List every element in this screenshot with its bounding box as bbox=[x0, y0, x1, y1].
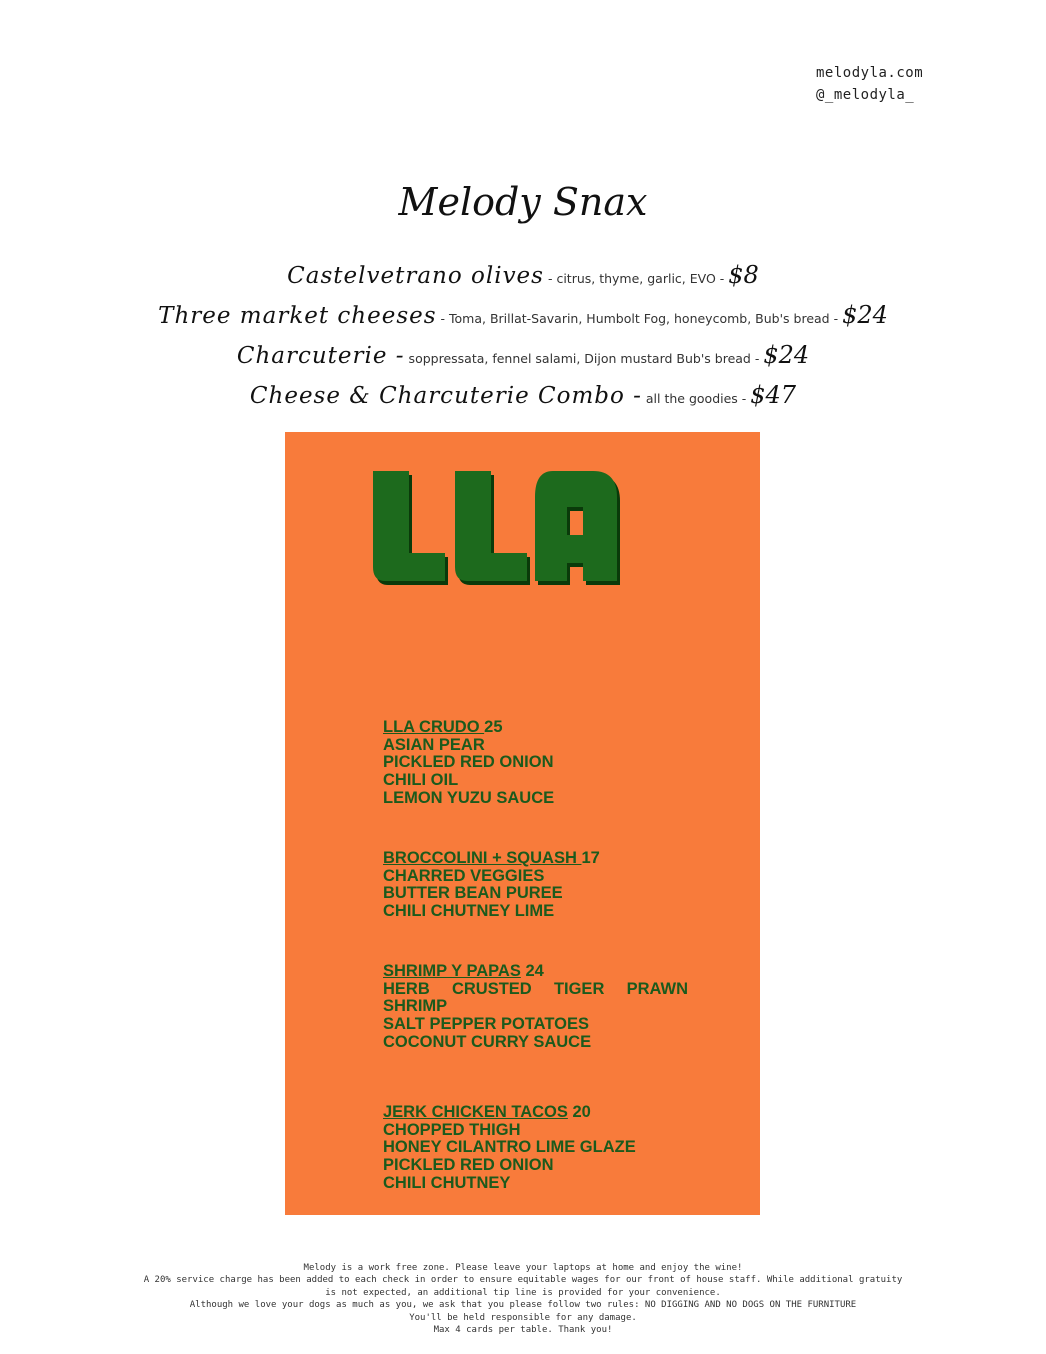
menu-item-name: BROCCOLINI + SQUASH bbox=[383, 849, 582, 867]
ingredient-word: HERB bbox=[383, 979, 430, 998]
website-link[interactable]: melodyla.com bbox=[816, 65, 924, 81]
menu-title: Melody Snax bbox=[398, 180, 648, 224]
social-handle[interactable]: @_melodyla_ bbox=[816, 87, 915, 103]
snax-item-description: all the goodies - bbox=[641, 391, 751, 406]
menu-item-price: 24 bbox=[525, 962, 544, 980]
menu-item-price: 25 bbox=[484, 718, 503, 736]
snax-item-name: Three market cheeses bbox=[158, 303, 437, 329]
menu-item-ingredient bbox=[383, 981, 688, 999]
menu-item-ingredient: COCONUT CURRY SAUCE bbox=[383, 1032, 592, 1051]
menu-item bbox=[383, 850, 693, 921]
footer-line: Although we love your dogs as much as you, we ask that you please follow two rules: NO DIGGING AND NO DOGS ON THE FURNITURE bbox=[189, 1300, 857, 1311]
snax-item-price: $24 bbox=[763, 341, 810, 369]
house-rules-footer bbox=[0, 1262, 1046, 1336]
snax-item-name: Charcuterie - bbox=[236, 343, 405, 369]
menu-item-ingredient: ASIAN PEAR bbox=[383, 735, 485, 754]
menu-item-ingredient: LEMON YUZU SAUCE bbox=[383, 788, 555, 807]
menu-item-ingredient: CHOPPED THIGH bbox=[383, 1120, 521, 1139]
snax-item-price: $47 bbox=[750, 381, 797, 409]
footer-line: is not expected, an additional tip line is provided for your convenience. bbox=[325, 1287, 721, 1298]
snax-item bbox=[0, 335, 1046, 375]
menu-item bbox=[383, 1104, 693, 1193]
menu-item-price: 20 bbox=[572, 1103, 591, 1121]
snax-item-price: $8 bbox=[728, 261, 759, 289]
menu-item-ingredient: SHRIMP bbox=[383, 997, 448, 1016]
menu-item-ingredient: HONEY CILANTRO LIME GLAZE bbox=[383, 1138, 636, 1157]
footer-line: A 20% service charge has been added to each check in order to ensure equitable wages for our front of house staff. While additional gratuity bbox=[143, 1275, 903, 1286]
ingredient-word: CRUSTED bbox=[451, 979, 532, 998]
snax-item-description: - Toma, Brillat-Savarin, Humbolt Fog, honeycomb, Bub's bread - bbox=[436, 311, 843, 326]
menu-item-ingredient: CHARRED VEGGIES bbox=[383, 866, 545, 885]
menu-item-name: LLA CRUDO bbox=[383, 718, 485, 736]
snax-item-description: - citrus, thyme, garlic, EVO - bbox=[543, 271, 729, 286]
ingredient-word: TIGER bbox=[553, 979, 605, 998]
menu-item-ingredient: PICKLED RED ONION bbox=[383, 753, 554, 772]
footer-line: You'll be held responsible for any damage. bbox=[409, 1312, 637, 1323]
footer-line: Max 4 cards per table. Thank you! bbox=[433, 1325, 613, 1336]
snax-item-name: Cheese & Charcuterie Combo - bbox=[249, 383, 642, 409]
snax-item-description: soppressata, fennel salami, Dijon mustard Bub's bread - bbox=[404, 351, 764, 366]
lla-menu-poster bbox=[285, 432, 760, 1215]
menu-item-ingredient: BUTTER BEAN PUREE bbox=[383, 884, 563, 903]
snax-list bbox=[0, 255, 1046, 415]
footer-line: Melody is a work free zone. Please leave your laptops at home and enjoy the wine! bbox=[303, 1263, 743, 1273]
contact-info bbox=[816, 62, 1016, 106]
menu-item-ingredient: PICKLED RED ONION bbox=[383, 1156, 554, 1175]
ingredient-word: PRAWN bbox=[626, 979, 688, 998]
snax-item bbox=[0, 375, 1046, 415]
menu-item bbox=[383, 719, 693, 808]
snax-item-name: Castelvetrano olives bbox=[287, 263, 544, 289]
menu-item-price: 17 bbox=[581, 849, 600, 867]
menu-item-ingredient: CHILI CHUTNEY LIME bbox=[383, 902, 555, 921]
menu-item-name: SHRIMP Y PAPAS bbox=[383, 962, 521, 980]
menu-item-name: JERK CHICKEN TACOS bbox=[383, 1103, 568, 1121]
snax-item-price: $24 bbox=[842, 301, 888, 329]
snax-item bbox=[0, 255, 1046, 295]
lla-logo bbox=[369, 467, 621, 589]
menu-item bbox=[383, 963, 693, 1052]
menu-item-ingredient: SALT PEPPER POTATOES bbox=[383, 1015, 589, 1034]
menu-item-ingredient: CHILI OIL bbox=[383, 771, 459, 790]
snax-item bbox=[0, 295, 1046, 335]
menu-item-ingredient: CHILI CHUTNEY bbox=[383, 1173, 511, 1192]
